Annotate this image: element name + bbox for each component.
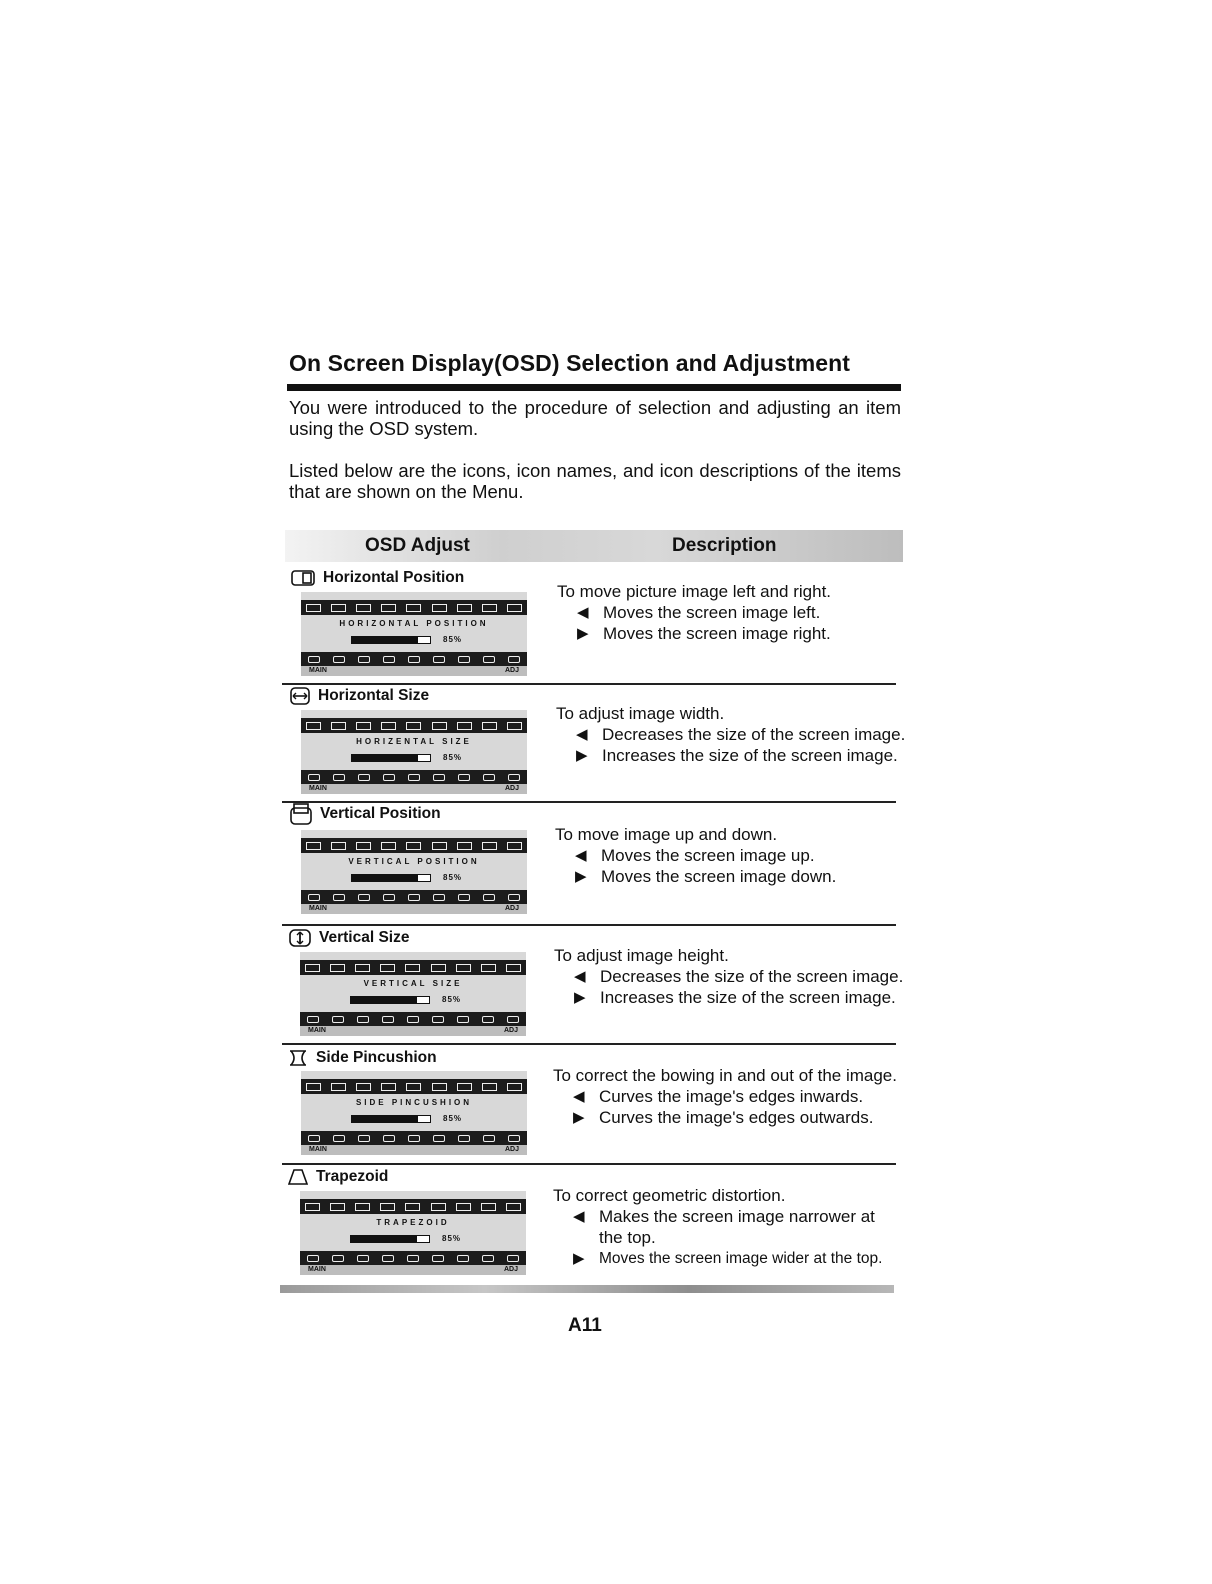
osd-menu-vertical-position — [301, 830, 527, 914]
side-pincushion-icon — [288, 1049, 308, 1067]
osd-menu-vertical-size — [300, 952, 526, 1036]
osd-level-fill — [352, 637, 418, 643]
right-action-text: Increases the size of the screen image. — [602, 746, 898, 765]
osd-level-bar — [350, 1235, 430, 1243]
vertical-size-icon — [289, 929, 311, 947]
item-title-vertical-position — [290, 803, 441, 825]
item-title-side-pincushion — [288, 1049, 437, 1067]
intro-paragraph-1: You were introduced to the procedure of selection and adjusting an item using the OSD system. — [289, 397, 901, 439]
osd-function-row — [301, 1131, 527, 1145]
osd-level-fill — [351, 997, 417, 1003]
vertical-position-icon — [290, 803, 312, 825]
osd-nav-row — [301, 904, 527, 914]
right-action-text: Moves the screen image wider at the top. — [599, 1250, 883, 1267]
osd-menu-horizontal-size — [301, 710, 527, 794]
osd-item-label: SIDE PINCUSHION — [355, 1098, 473, 1107]
left-action-text: Decreases the size of the screen image. — [600, 967, 904, 986]
page-title: On Screen Display(OSD) Selection and Adjustment — [289, 350, 851, 376]
trapezoid-icon — [288, 1168, 308, 1186]
osd-function-row — [301, 652, 527, 666]
osd-main-label: MAIN — [309, 905, 327, 912]
osd-level-bar — [350, 996, 430, 1004]
osd-item-label: HORIZONTAL POSITION — [339, 619, 489, 628]
left-action-text: Makes the screen image narrower at the top. — [599, 1207, 875, 1247]
column-header-osd-adjust: OSD Adjust — [365, 535, 470, 556]
description-horizontal-position — [557, 581, 831, 644]
osd-adj-label: ADJ — [504, 667, 519, 674]
osd-function-row — [301, 890, 527, 904]
item-title-vertical-size — [289, 929, 409, 947]
osd-function-row — [301, 770, 527, 784]
osd-level-value: 85% — [443, 753, 463, 762]
item-title-label: Horizontal Size — [318, 687, 430, 704]
osd-icon-row — [301, 718, 527, 733]
osd-adj-label: ADJ — [504, 905, 519, 912]
osd-level-fill — [352, 1116, 418, 1122]
description-summary: To adjust image width. — [556, 704, 725, 723]
osd-icon-row — [301, 838, 527, 853]
osd-level-fill — [352, 875, 418, 881]
left-arrow-icon: ◀ — [573, 1208, 585, 1225]
osd-nav-row — [300, 1026, 526, 1036]
osd-icon-row — [300, 1199, 526, 1214]
osd-level-value: 85% — [443, 873, 463, 882]
right-action-text: Curves the image's edges outwards. — [599, 1108, 874, 1127]
horizontal-position-icon — [291, 570, 315, 586]
row-divider — [282, 924, 896, 926]
description-summary: To correct geometric distortion. — [553, 1186, 786, 1205]
row-divider — [282, 1043, 896, 1045]
osd-menu-side-pincushion — [301, 1071, 527, 1155]
osd-menu-horizontal-position — [301, 592, 527, 676]
table-bottom-band — [280, 1285, 894, 1293]
osd-level-value: 85% — [442, 995, 462, 1004]
right-arrow-icon: ▶ — [574, 989, 586, 1006]
description-trapezoid — [553, 1185, 893, 1269]
row-divider — [282, 683, 896, 685]
description-side-pincushion — [553, 1065, 897, 1128]
left-arrow-icon: ◀ — [573, 1088, 585, 1105]
column-header-description: Description — [672, 535, 777, 556]
osd-nav-row — [301, 784, 527, 794]
left-action-text: Decreases the size of the screen image. — [602, 725, 906, 744]
osd-function-row — [300, 1251, 526, 1265]
right-action-text: Moves the screen image right. — [603, 624, 831, 643]
osd-icon-row — [300, 960, 526, 975]
osd-icon-row — [301, 600, 527, 615]
osd-nav-row — [301, 1145, 527, 1155]
osd-main-label: MAIN — [309, 785, 327, 792]
right-action-text: Moves the screen image down. — [601, 867, 837, 886]
intro-paragraph-2: Listed below are the icons, icon names, and icon descriptions of the items that are shown on the Menu. — [289, 460, 901, 502]
osd-level-bar — [351, 874, 431, 882]
osd-main-label: MAIN — [309, 667, 327, 674]
osd-nav-row — [301, 666, 527, 676]
osd-level-value: 85% — [443, 1114, 463, 1123]
osd-main-label: MAIN — [308, 1027, 326, 1034]
right-arrow-icon: ▶ — [577, 625, 589, 642]
item-title-horizontal-size — [290, 687, 429, 705]
osd-level-value: 85% — [442, 1234, 462, 1243]
left-arrow-icon: ◀ — [576, 726, 588, 743]
item-title-label: Trapezoid — [316, 1168, 389, 1185]
left-arrow-icon: ◀ — [575, 847, 587, 864]
item-title-label: Vertical Position — [320, 805, 441, 822]
osd-adj-label: ADJ — [504, 785, 519, 792]
right-arrow-icon: ▶ — [573, 1109, 585, 1126]
page-number: A11 — [568, 1315, 602, 1336]
osd-level-value: 85% — [443, 635, 463, 644]
osd-item-label: HORIZENTAL SIZE — [356, 737, 472, 746]
item-title-trapezoid — [288, 1168, 388, 1186]
title-rule — [287, 384, 901, 391]
osd-level-fill — [352, 755, 418, 761]
item-title-label: Side Pincushion — [316, 1049, 437, 1066]
item-title-label: Horizontal Position — [323, 569, 465, 586]
item-title-horizontal-position — [291, 569, 464, 587]
osd-level-bar — [351, 1115, 431, 1123]
left-action-text: Moves the screen image left. — [603, 603, 821, 622]
osd-icon-row — [301, 1079, 527, 1094]
osd-item-label: TRAPEZOID — [376, 1218, 450, 1227]
description-summary: To adjust image height. — [554, 946, 729, 965]
description-vertical-position — [555, 824, 836, 887]
left-arrow-icon: ◀ — [574, 968, 586, 985]
osd-level-bar — [351, 636, 431, 644]
left-arrow-icon: ◀ — [577, 604, 589, 621]
osd-item-label: VERTICAL POSITION — [348, 857, 480, 866]
osd-level-fill — [351, 1236, 417, 1242]
left-action-text: Moves the screen image up. — [601, 846, 815, 865]
osd-main-label: MAIN — [309, 1146, 327, 1153]
right-arrow-icon: ▶ — [576, 747, 588, 764]
row-divider — [282, 1163, 896, 1165]
osd-item-label: VERTICAL SIZE — [363, 979, 463, 988]
osd-level-bar — [351, 754, 431, 762]
right-arrow-icon: ▶ — [573, 1250, 585, 1267]
osd-function-row — [300, 1012, 526, 1026]
right-action-text: Increases the size of the screen image. — [600, 988, 896, 1007]
osd-adj-label: ADJ — [503, 1027, 518, 1034]
right-arrow-icon: ▶ — [575, 868, 587, 885]
osd-main-label: MAIN — [308, 1266, 326, 1273]
description-vertical-size — [554, 945, 903, 1008]
osd-adj-label: ADJ — [504, 1146, 519, 1153]
osd-menu-trapezoid — [300, 1191, 526, 1275]
horizontal-size-icon — [290, 687, 310, 705]
left-action-text: Curves the image's edges inwards. — [599, 1087, 864, 1106]
description-summary: To correct the bowing in and out of the image. — [553, 1066, 897, 1085]
description-summary: To move image up and down. — [555, 825, 778, 844]
description-horizontal-size — [556, 703, 905, 766]
description-summary: To move picture image left and right. — [557, 582, 832, 601]
osd-adj-label: ADJ — [503, 1266, 518, 1273]
osd-nav-row — [300, 1265, 526, 1275]
item-title-label: Vertical Size — [319, 929, 410, 946]
